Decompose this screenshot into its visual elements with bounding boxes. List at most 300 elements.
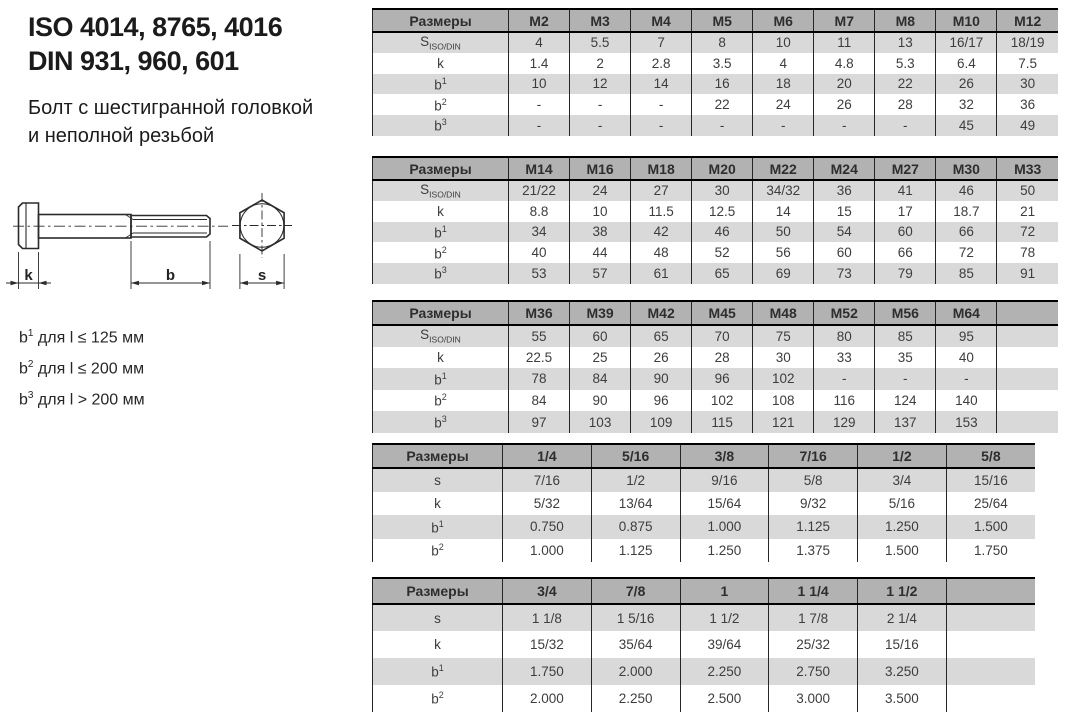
table-cell: 1 7/8 <box>769 604 858 631</box>
table-cell: 10 <box>509 74 570 95</box>
title-iso-line: ISO 4014, 8765, 4016 <box>28 12 283 42</box>
table-cell: 32 <box>936 94 997 115</box>
table-cell: 26 <box>936 74 997 95</box>
table-cell: 36 <box>997 94 1058 115</box>
table-cell: 108 <box>753 390 814 412</box>
table-row <box>373 74 1059 95</box>
table-cell: 140 <box>936 390 997 412</box>
table-cell: 11 <box>814 32 875 53</box>
table-cell: 1 5/16 <box>591 604 680 631</box>
table-header-label: Размеры <box>373 444 503 468</box>
label-superscript: 2 <box>441 244 447 255</box>
spec-table-inch-threequarters-to-oneandhalf <box>372 577 1035 712</box>
row-label: $b^2$ <box>373 390 509 412</box>
column-header: M4 <box>631 9 692 32</box>
empty-header-cell <box>946 578 1035 604</box>
document-title <box>28 10 282 78</box>
table-cell: 60 <box>814 242 875 263</box>
spec-table-inch-quarter-to-fiveeighths <box>372 443 1035 562</box>
label-superscript: 2 <box>441 392 447 403</box>
table-cell: 1.750 <box>946 539 1035 563</box>
table-cell: 1.4 <box>509 53 570 74</box>
table-cell: 50 <box>753 222 814 243</box>
table-cell: 102 <box>692 390 753 412</box>
table-cell: 15/64 <box>680 492 769 516</box>
column-header: M33 <box>997 157 1058 180</box>
label-subscript: ISO/DIN <box>429 335 461 346</box>
table-cell: 70 <box>692 325 753 347</box>
table-cell: 33 <box>814 347 875 369</box>
column-header: 5/16 <box>591 444 680 468</box>
row-label: k <box>373 53 509 74</box>
table-cell: 44 <box>570 242 631 263</box>
table-cell: 41 <box>875 180 936 201</box>
table-cell: 8.8 <box>509 201 570 222</box>
table-cell: - <box>936 368 997 390</box>
table-cell: 48 <box>631 242 692 263</box>
table-cell: 3/4 <box>858 468 947 492</box>
column-header: 7/16 <box>769 444 858 468</box>
table-cell: 34/32 <box>753 180 814 201</box>
table-row <box>373 390 1059 412</box>
empty-cell <box>997 325 1058 347</box>
row-label: $b^1$ <box>373 222 509 243</box>
table-cell: - <box>814 115 875 136</box>
dimension-k-label: k <box>24 267 33 284</box>
table-cell: 85 <box>875 325 936 347</box>
table-cell: 18.7 <box>936 201 997 222</box>
table-cell: 1 1/2 <box>680 604 769 631</box>
table-row <box>373 180 1059 201</box>
column-header: 1 <box>680 578 769 604</box>
table-cell: 7.5 <box>997 53 1058 74</box>
spec-table-metric-m2-m12 <box>372 8 1058 136</box>
table-cell: 1.125 <box>591 539 680 563</box>
table-cell: 97 <box>509 411 570 433</box>
table-cell: 2.500 <box>680 685 769 712</box>
table-cell: - <box>875 368 936 390</box>
table-header-row <box>373 444 1036 468</box>
table-cell: 12.5 <box>692 201 753 222</box>
column-header: M7 <box>814 9 875 32</box>
table-cell: 14 <box>753 201 814 222</box>
empty-cell <box>946 604 1035 631</box>
column-header: 7/8 <box>591 578 680 604</box>
table-row <box>373 94 1059 115</box>
table-cell: 153 <box>936 411 997 433</box>
table-cell: 90 <box>570 390 631 412</box>
table-cell: 73 <box>814 263 875 284</box>
table-cell: 3.250 <box>858 658 947 685</box>
row-label: $b^1$ <box>373 515 503 539</box>
label-subscript: ISO/DIN <box>429 189 461 200</box>
table-cell: 45 <box>936 115 997 136</box>
table-cell: 79 <box>875 263 936 284</box>
table-cell: 56 <box>753 242 814 263</box>
column-header: M16 <box>570 157 631 180</box>
table-cell: 3.500 <box>858 685 947 712</box>
row-label: $b^3$ <box>373 115 509 136</box>
column-header: M27 <box>875 157 936 180</box>
dimension-s-label: s <box>257 267 267 284</box>
table-cell: 61 <box>631 263 692 284</box>
table-cell: 52 <box>692 242 753 263</box>
table-cell: 2.000 <box>591 658 680 685</box>
label-superscript: 1 <box>438 663 444 674</box>
table-cell: 1.250 <box>858 515 947 539</box>
subtitle-line-2: и неполной резьбой <box>28 125 215 147</box>
table-row <box>373 222 1059 243</box>
footnote: $b^3$ для l > 200 мм <box>19 389 145 408</box>
subtitle-line-1: Болт с шестигранной головкой <box>28 97 314 119</box>
row-label: k <box>373 631 503 658</box>
table-cell: 40 <box>936 347 997 369</box>
table-cell: 13 <box>875 32 936 53</box>
table-cell: 96 <box>692 368 753 390</box>
column-header: M36 <box>509 301 570 325</box>
table-cell: 17 <box>875 201 936 222</box>
column-header: M5 <box>692 9 753 32</box>
table-header-row <box>373 301 1059 325</box>
table-cell: 16 <box>692 74 753 95</box>
table-row <box>373 115 1059 136</box>
column-header: M2 <box>509 9 570 32</box>
table-cell: 1.375 <box>769 539 858 563</box>
row-label: k <box>373 347 509 369</box>
table-cell: - <box>875 115 936 136</box>
table-row <box>373 201 1059 222</box>
table-cell: 75 <box>753 325 814 347</box>
table-metric-m36-m64 <box>372 300 1058 433</box>
table-cell: 7 <box>631 32 692 53</box>
row-label: $b^1$ <box>373 368 509 390</box>
table-cell: 15/16 <box>858 631 947 658</box>
table-cell: 26 <box>814 94 875 115</box>
table-cell: 129 <box>814 411 875 433</box>
table-cell: 115 <box>692 411 753 433</box>
table-cell: 60 <box>875 222 936 243</box>
empty-cell <box>946 685 1035 712</box>
empty-cell <box>997 368 1058 390</box>
table-cell: 26 <box>631 347 692 369</box>
column-header: 5/8 <box>946 444 1035 468</box>
table-cell: 109 <box>631 411 692 433</box>
table-cell: - <box>753 115 814 136</box>
table-cell: 1.125 <box>769 515 858 539</box>
empty-header-cell <box>997 301 1058 325</box>
table-cell: 0.875 <box>591 515 680 539</box>
table-cell: 5.5 <box>570 32 631 53</box>
label-superscript: 2 <box>438 690 444 701</box>
row-label: s <box>373 468 503 492</box>
table-cell: 50 <box>997 180 1058 201</box>
table-cell: 38 <box>570 222 631 243</box>
table-cell: 69 <box>753 263 814 284</box>
table-row <box>373 631 1036 658</box>
table-inch-large <box>372 577 1035 712</box>
table-cell: 10 <box>753 32 814 53</box>
table-row <box>373 658 1036 685</box>
empty-cell <box>997 347 1058 369</box>
table-cell: 65 <box>692 263 753 284</box>
table-cell: 4.8 <box>814 53 875 74</box>
label-superscript: 2 <box>441 96 447 107</box>
table-cell: 28 <box>875 94 936 115</box>
table-cell: 72 <box>936 242 997 263</box>
table-cell: 5/32 <box>503 492 592 516</box>
table-cell: 15 <box>814 201 875 222</box>
table-cell: 78 <box>509 368 570 390</box>
table-cell: 2.000 <box>503 685 592 712</box>
column-header: M8 <box>875 9 936 32</box>
table-cell: 30 <box>997 74 1058 95</box>
footnotes <box>19 321 145 413</box>
table-cell: 24 <box>753 94 814 115</box>
table-cell: 28 <box>692 347 753 369</box>
table-metric-m2-m12 <box>372 8 1058 136</box>
table-cell: 1 1/8 <box>503 604 592 631</box>
column-header: 1/2 <box>858 444 947 468</box>
table-cell: 21 <box>997 201 1058 222</box>
label-superscript: 3 <box>441 117 447 128</box>
table-header-label: Размеры <box>373 9 509 32</box>
table-cell: 15/16 <box>946 468 1035 492</box>
column-header: M64 <box>936 301 997 325</box>
table-cell: 4 <box>509 32 570 53</box>
table-cell: 1.000 <box>680 515 769 539</box>
table-metric-m14-m33 <box>372 156 1058 284</box>
table-cell: 1.500 <box>946 515 1035 539</box>
table-row <box>373 604 1036 631</box>
table-cell: 0.750 <box>503 515 592 539</box>
table-cell: 2 1/4 <box>858 604 947 631</box>
table-cell: 36 <box>814 180 875 201</box>
row-label: $b^2$ <box>373 685 503 712</box>
table-row <box>373 263 1059 284</box>
label-superscript: 3 <box>441 265 447 276</box>
dimension-b-label: b <box>165 267 176 284</box>
label-superscript: 1 <box>441 223 447 234</box>
table-cell: 84 <box>570 368 631 390</box>
table-cell: 54 <box>814 222 875 243</box>
table-cell: 55 <box>509 325 570 347</box>
table-cell: 72 <box>997 222 1058 243</box>
row-label: s <box>373 604 503 631</box>
label-superscript: 2 <box>438 542 444 552</box>
table-cell: 25 <box>570 347 631 369</box>
table-row <box>373 515 1036 539</box>
table-row <box>373 32 1059 53</box>
footnote-superscript: 3 <box>27 389 34 401</box>
table-cell: 14 <box>631 74 692 95</box>
table-cell: 40 <box>509 242 570 263</box>
column-header: M10 <box>936 9 997 32</box>
table-row <box>373 325 1059 347</box>
column-header: M48 <box>753 301 814 325</box>
column-header: 1 1/4 <box>769 578 858 604</box>
footnote: $b^2$ для l ≤ 200 мм <box>19 358 145 378</box>
table-cell: 9/32 <box>769 492 858 516</box>
column-header: M6 <box>753 9 814 32</box>
row-label: $S_{ISO/DIN}$ <box>373 180 509 201</box>
row-label: $b^3$ <box>373 263 509 284</box>
column-header: M3 <box>570 9 631 32</box>
table-cell: 10 <box>570 201 631 222</box>
table-cell: 1.000 <box>503 539 592 563</box>
title-din-line: DIN 931, 960, 601 <box>28 46 239 76</box>
table-cell: - <box>692 115 753 136</box>
table-cell: 46 <box>936 180 997 201</box>
column-header: M12 <box>997 9 1058 32</box>
table-cell: 5/8 <box>769 468 858 492</box>
table-row <box>373 347 1059 369</box>
table-cell: - <box>570 115 631 136</box>
column-header: 3/8 <box>680 444 769 468</box>
table-cell: 16/17 <box>936 32 997 53</box>
table-cell: 1.250 <box>680 539 769 563</box>
table-cell: 25/64 <box>946 492 1035 516</box>
row-label: $b^3$ <box>373 411 509 433</box>
table-cell: 84 <box>509 390 570 412</box>
table-row <box>373 411 1059 433</box>
table-cell: 35/64 <box>591 631 680 658</box>
column-header: 3/4 <box>503 578 592 604</box>
table-cell: 7/16 <box>503 468 592 492</box>
table-cell: - <box>509 94 570 115</box>
table-cell: 78 <box>997 242 1058 263</box>
table-cell: 3.5 <box>692 53 753 74</box>
table-row <box>373 685 1036 712</box>
footnote-superscript: 2 <box>27 358 34 370</box>
row-label: $b^1$ <box>373 74 509 95</box>
table-cell: 96 <box>631 390 692 412</box>
column-header: M18 <box>631 157 692 180</box>
table-cell: 65 <box>631 325 692 347</box>
empty-cell <box>997 390 1058 412</box>
table-cell: 116 <box>814 390 875 412</box>
label-superscript: 1 <box>438 518 444 529</box>
footnote-superscript: 1 <box>27 328 34 339</box>
table-cell: 15/32 <box>503 631 592 658</box>
column-header: M20 <box>692 157 753 180</box>
table-header-row <box>373 578 1036 604</box>
column-header: M22 <box>753 157 814 180</box>
table-cell: 13/64 <box>591 492 680 516</box>
table-cell: 20 <box>814 74 875 95</box>
document-subtitle <box>28 94 313 150</box>
table-cell: 9/16 <box>680 468 769 492</box>
column-header: M52 <box>814 301 875 325</box>
empty-cell <box>946 658 1035 685</box>
label-subscript: ISO/DIN <box>429 41 461 52</box>
table-cell: 2.750 <box>769 658 858 685</box>
table-cell: - <box>570 94 631 115</box>
table-cell: 1/2 <box>591 468 680 492</box>
table-cell: 8 <box>692 32 753 53</box>
row-label: k <box>373 492 503 516</box>
column-header: M42 <box>631 301 692 325</box>
table-cell: 102 <box>753 368 814 390</box>
column-header: M45 <box>692 301 753 325</box>
table-cell: 2.8 <box>631 53 692 74</box>
footnote: $b^1$ для l ≤ 125 мм <box>19 328 145 347</box>
table-header-row <box>373 157 1059 180</box>
table-cell: 91 <box>997 263 1058 284</box>
column-header: M30 <box>936 157 997 180</box>
column-header: M39 <box>570 301 631 325</box>
table-cell: 57 <box>570 263 631 284</box>
table-cell: 2 <box>570 53 631 74</box>
table-cell: 124 <box>875 390 936 412</box>
table-cell: 22 <box>875 74 936 95</box>
table-cell: 46 <box>692 222 753 243</box>
table-row <box>373 468 1036 492</box>
table-header-label: Размеры <box>373 578 503 604</box>
table-header-row <box>373 9 1059 32</box>
column-header: 1 1/2 <box>858 578 947 604</box>
table-cell: 80 <box>814 325 875 347</box>
table-cell: - <box>631 94 692 115</box>
table-cell: 6.4 <box>936 53 997 74</box>
empty-cell <box>946 631 1035 658</box>
table-cell: - <box>631 115 692 136</box>
table-row <box>373 492 1036 516</box>
table-cell: 1.500 <box>858 539 947 563</box>
table-cell: 49 <box>997 115 1058 136</box>
table-row <box>373 539 1036 563</box>
table-row <box>373 242 1059 263</box>
column-header: M14 <box>509 157 570 180</box>
table-cell: 30 <box>692 180 753 201</box>
column-header: M24 <box>814 157 875 180</box>
table-row <box>373 368 1059 390</box>
row-label: $S_{ISO/DIN}$ <box>373 325 509 347</box>
table-inch-small <box>372 443 1035 562</box>
table-cell: 21/22 <box>509 180 570 201</box>
table-row <box>373 53 1059 74</box>
column-header: M56 <box>875 301 936 325</box>
bolt-technical-drawing <box>0 188 310 306</box>
table-header-label: Размеры <box>373 301 509 325</box>
row-label: $b^2$ <box>373 94 509 115</box>
row-label: $b^2$ <box>373 242 509 263</box>
table-cell: 103 <box>570 411 631 433</box>
table-cell: 137 <box>875 411 936 433</box>
table-cell: 24 <box>570 180 631 201</box>
table-cell: 1.750 <box>503 658 592 685</box>
label-superscript: 1 <box>441 75 447 86</box>
table-cell: 85 <box>936 263 997 284</box>
table-cell: 25/32 <box>769 631 858 658</box>
table-cell: 39/64 <box>680 631 769 658</box>
label-superscript: 1 <box>441 370 447 381</box>
spec-table-metric-m14-m33 <box>372 156 1058 284</box>
row-label: $b^2$ <box>373 539 503 563</box>
table-cell: 90 <box>631 368 692 390</box>
table-cell: 18/19 <box>997 32 1058 53</box>
table-cell: 22 <box>692 94 753 115</box>
spec-table-metric-m36-m64 <box>372 300 1058 433</box>
table-cell: 30 <box>753 347 814 369</box>
table-cell: 12 <box>570 74 631 95</box>
table-cell: 4 <box>753 53 814 74</box>
row-label: $b^1$ <box>373 658 503 685</box>
table-cell: 66 <box>936 222 997 243</box>
row-label: $S_{ISO/DIN}$ <box>373 32 509 53</box>
table-cell: - <box>509 115 570 136</box>
table-cell: 2.250 <box>591 685 680 712</box>
row-label: k <box>373 201 509 222</box>
